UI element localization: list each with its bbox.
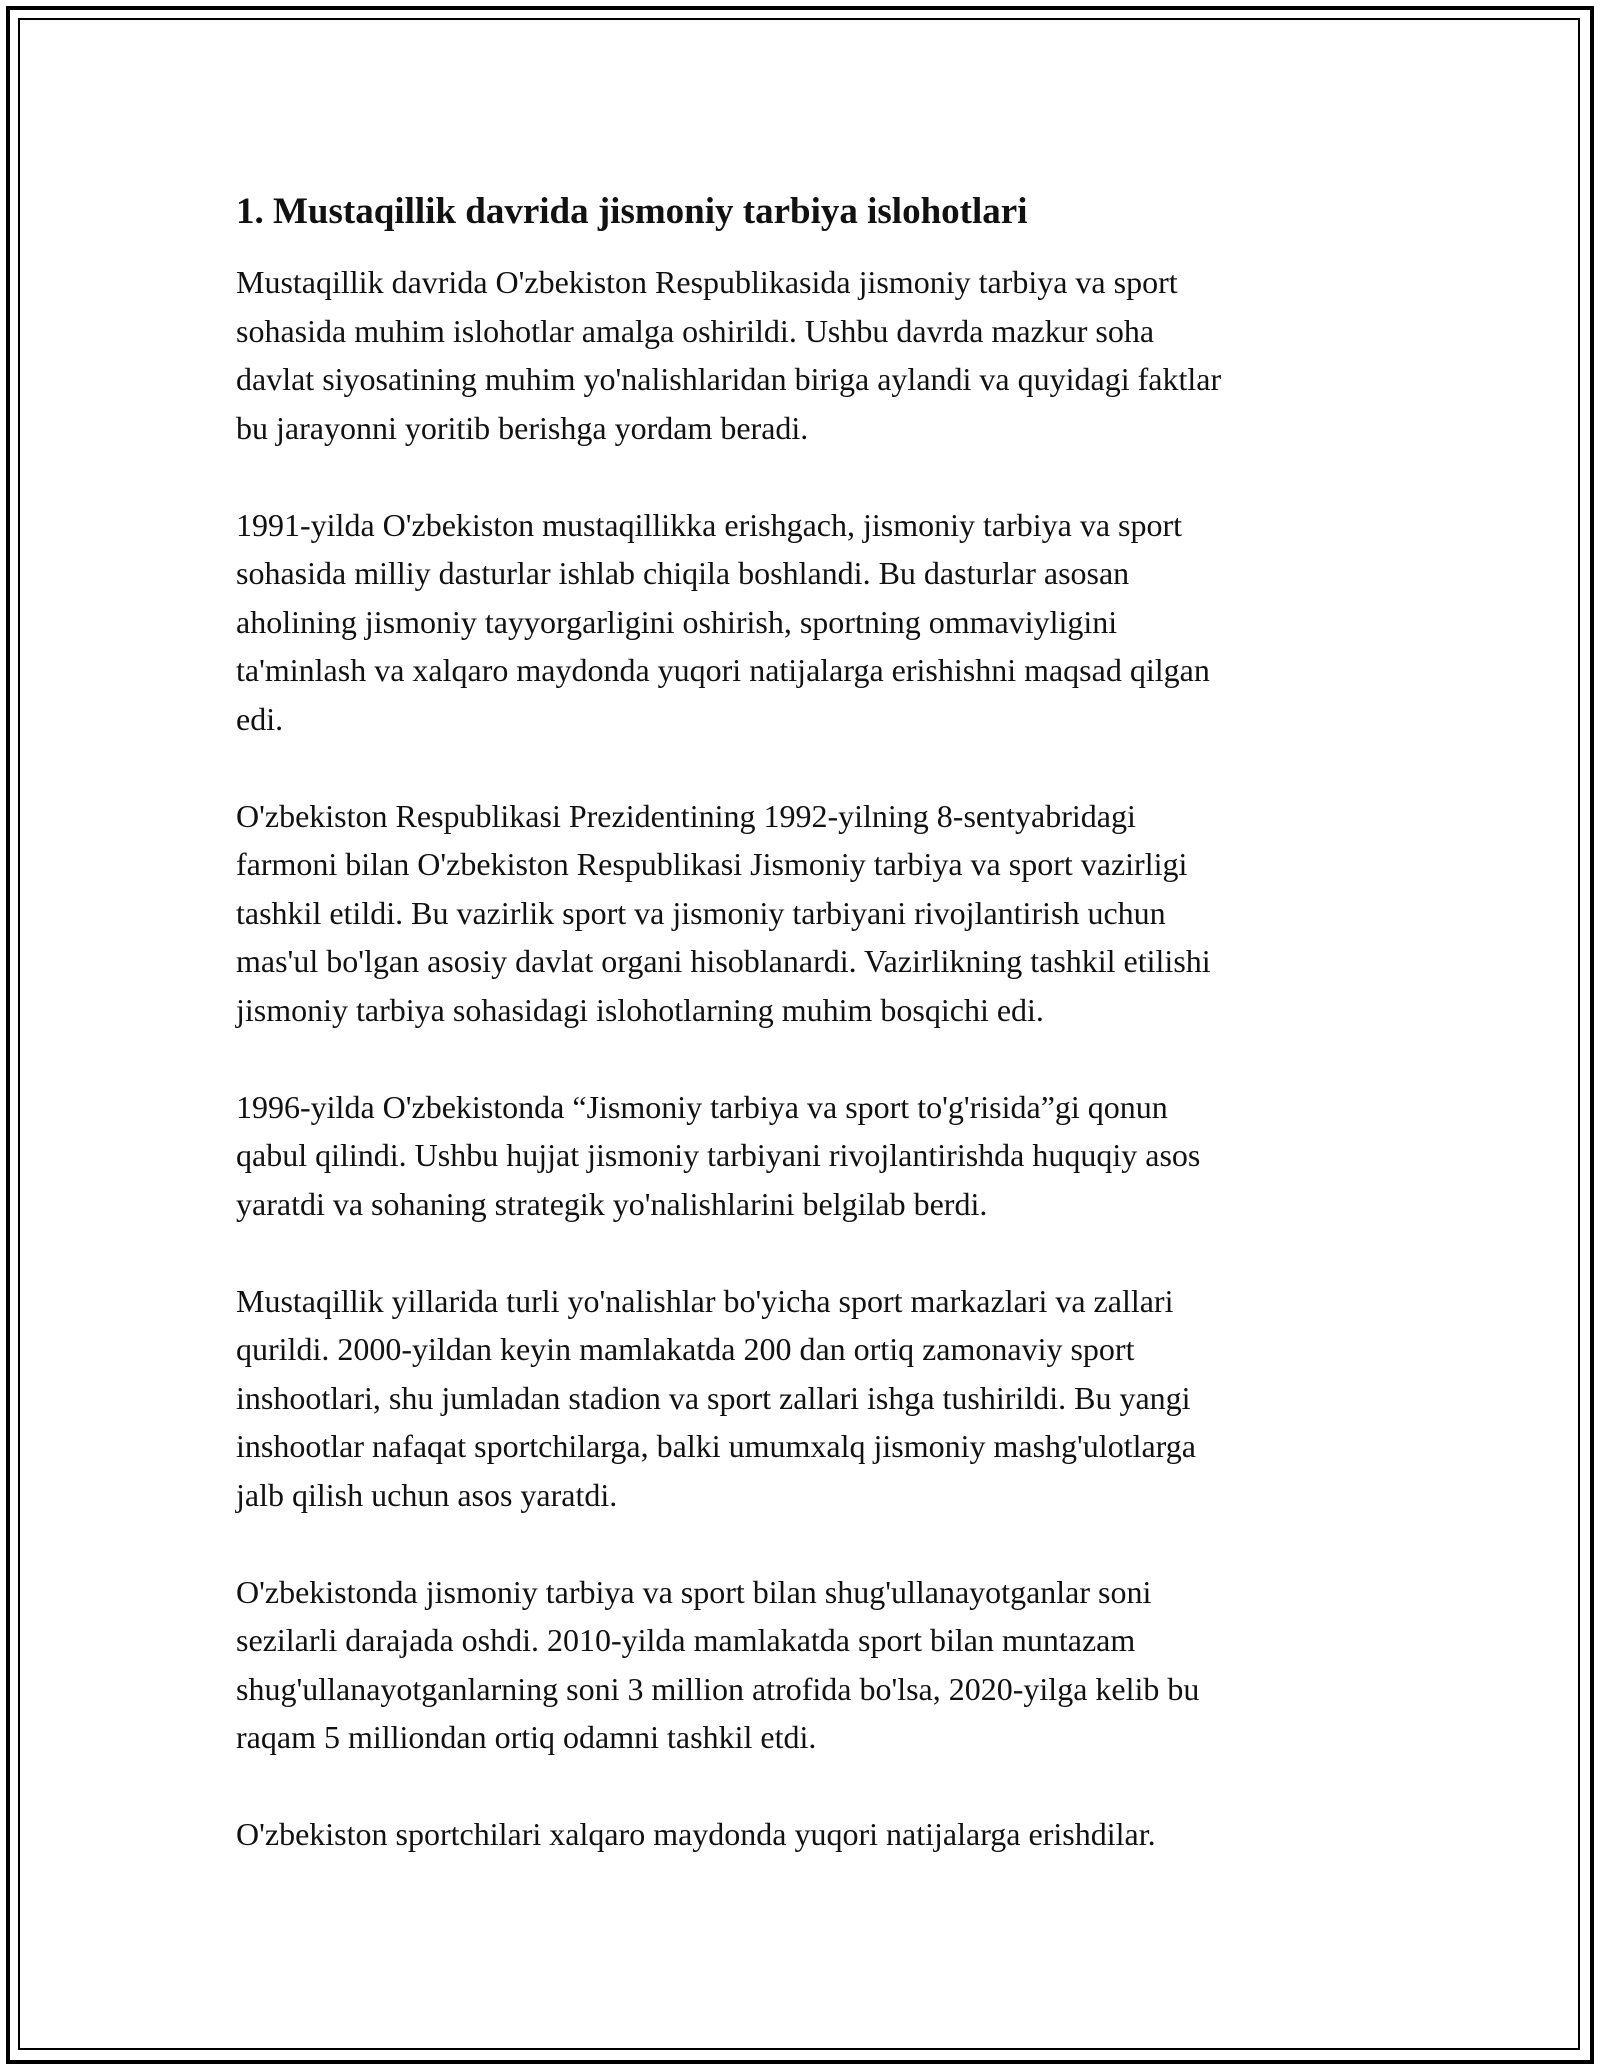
paragraph-line: sezilarli darajada oshdi. 2010-yilda mamlakatda sport bilan muntazam xyxy=(236,1622,1136,1658)
paragraph xyxy=(236,792,1376,1035)
paragraph xyxy=(236,1083,1376,1229)
paragraph-line: aholining jismoniy tayyorgarligini oshirish, sportning ommaviyligini xyxy=(236,603,1118,640)
paragraph-line: mas'ul bo'lgan asosiy davlat organi hisoblanardi. Vazirlikning tashkil etilishi xyxy=(236,943,1211,979)
paragraph-line: O'zbekiston sportchilari xalqaro maydonda yuqori natijalarga erishdilar. xyxy=(236,1816,1156,1852)
paragraph-line: ta'minlash va xalqaro maydonda yuqori natijalarga erishishni maqsad qilgan xyxy=(236,652,1210,688)
paragraph-line: jalb qilish uchun asos yaratdi. xyxy=(236,1476,618,1513)
paragraph-line: tashkil etildi. Bu vazirlik sport va jismoniy tarbiyani rivojlantirish uchun xyxy=(236,894,1166,931)
paragraph-line: O'zbekiston Respublikasi Prezidentining 1992-yilning 8-sentyabridagi xyxy=(236,797,1136,834)
paragraph-line: sohasida milliy dasturlar ishlab chiqila boshlandi. Bu dasturlar asosan xyxy=(236,555,1130,591)
paragraph-line: qurildi. 2000-yildan keyin mamlakatda 200 dan ortiq zamonaviy sport xyxy=(236,1331,1135,1367)
paragraph-line: Mustaqillik yillarida turli yo'nalishlar bo'yicha sport markazlari va zallari xyxy=(236,1282,1174,1319)
paragraph-line: jismoniy tarbiya sohasidagi islohotlarning muhim bosqichi edi. xyxy=(236,991,1044,1028)
paragraph xyxy=(236,1568,1376,1762)
paragraph-line: edi. xyxy=(236,700,284,737)
paragraph-line: O'zbekistonda jismoniy tarbiya va sport bilan shug'ullanayotganlar soni xyxy=(236,1573,1152,1610)
paragraph-line: Mustaqillik davrida O'zbekiston Respublikasida jismoniy tarbiya va sport xyxy=(236,264,1178,300)
paragraph-line: shug'ullanayotganlarning soni 3 million atrofida bo'lsa, 2020-yilga kelib bu xyxy=(236,1670,1200,1707)
paragraph-line: farmoni bilan O'zbekiston Respublikasi Jismoniy tarbiya va sport vazirligi xyxy=(236,846,1188,882)
paragraph xyxy=(236,258,1376,452)
paragraph-line: 1996-yilda O'zbekistonda “Jismoniy tarbiya va sport to'g'risida”gi qonun xyxy=(236,1088,1168,1125)
paragraph xyxy=(236,1810,1376,1859)
paragraph-line: inshootlari, shu jumladan stadion va sport zallari ishga tushirildi. Bu yangi xyxy=(236,1379,1191,1416)
paragraph-line: inshootlar nafaqat sportchilarga, balki umumxalq jismoniy mashg'ulotlarga xyxy=(236,1428,1196,1464)
document-body xyxy=(236,188,1376,1907)
paragraph-line: 1991-yilda O'zbekiston mustaqillikka erishgach, jismoniy tarbiya va sport xyxy=(236,506,1183,543)
paragraph-line: sohasida muhim islohotlar amalga oshirildi. Ushbu davrda mazkur soha xyxy=(236,312,1155,349)
paragraph-line: bu jarayonni yoritib berishga yordam beradi. xyxy=(236,409,809,446)
section-heading: 1. Mustaqillik davrida jismoniy tarbiya islohotlari xyxy=(236,191,1028,232)
paragraph-line: davlat siyosatining muhim yo'nalishlaridan biriga aylandi va quyidagi faktlar xyxy=(236,361,1222,397)
paragraph xyxy=(236,1277,1376,1520)
paragraph xyxy=(236,501,1376,744)
paragraph-list xyxy=(236,258,1376,1859)
paragraph-line: yaratdi va sohaning strategik yo'nalishlarini belgilab berdi. xyxy=(236,1185,988,1222)
paragraph-line: raqam 5 milliondan ortiq odamni tashkil etdi. xyxy=(236,1719,817,1755)
paragraph-line: qabul qilindi. Ushbu hujjat jismoniy tarbiyani rivojlantirishda huquqiy asos xyxy=(236,1137,1201,1173)
